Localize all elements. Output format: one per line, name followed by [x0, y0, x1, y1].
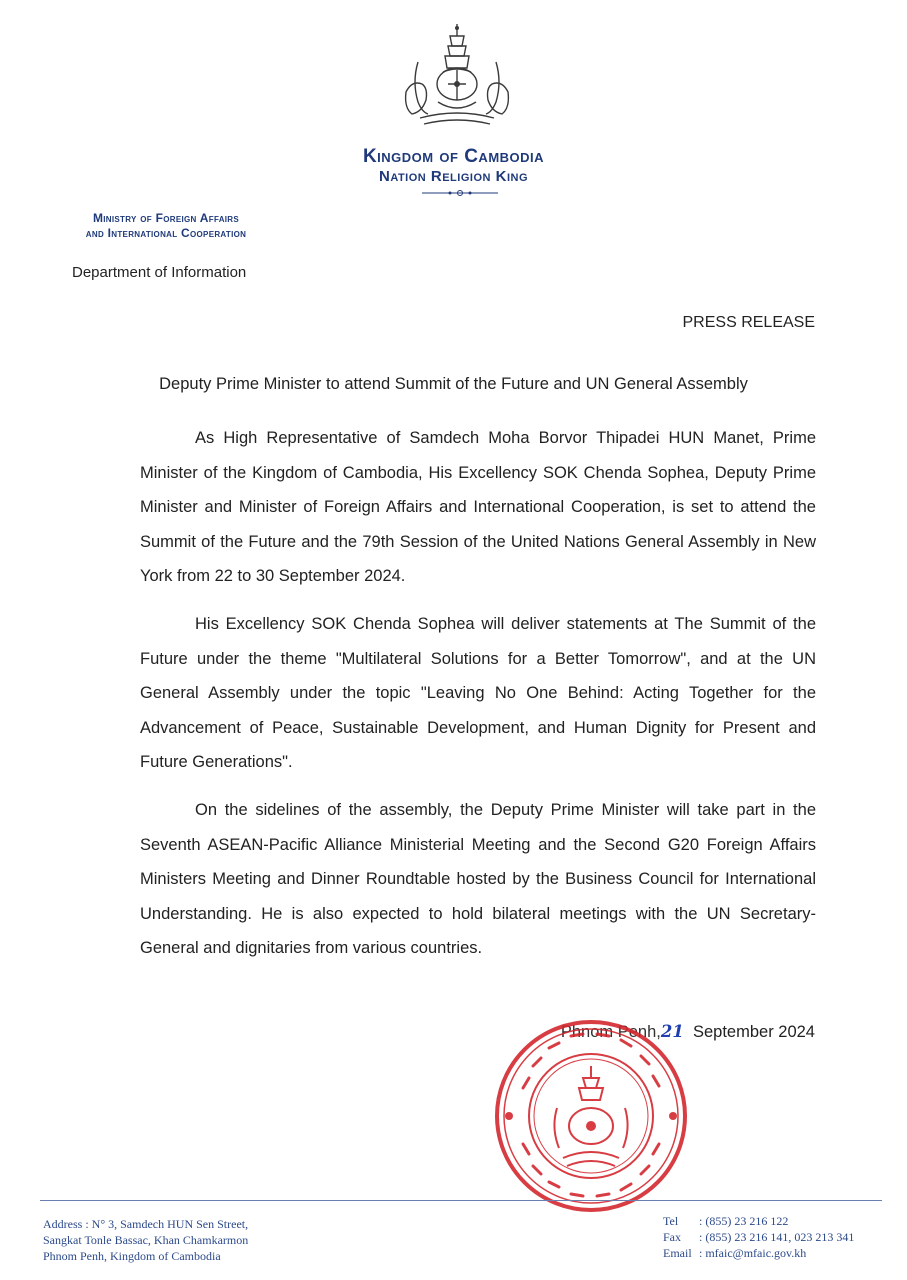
tel-value: : (855) 23 216 122: [699, 1214, 789, 1228]
address-line: Sangkat Tonle Bassac, Khan Chamkarmon: [43, 1233, 249, 1247]
ministry-line-1: Ministry of Foreign Affairs: [92, 211, 240, 225]
fax-label: Fax: [663, 1230, 681, 1244]
department-name: Department of Information: [72, 264, 247, 281]
dateline-day-signature: 21: [660, 1022, 684, 1041]
ministry-line-2: and International Cooperation: [85, 226, 247, 240]
address-line: Address : N° 3, Samdech HUN Sen Street,: [43, 1217, 249, 1231]
footer-contact: [663, 1213, 854, 1261]
motto-heading: Nation Religion King: [378, 168, 529, 185]
body-paragraph: [140, 607, 816, 780]
royal-crest-emblem: [398, 22, 516, 132]
contact-fax: [663, 1229, 854, 1245]
contact-tel: [663, 1213, 854, 1229]
paragraph-text: On the sidelines of the assembly, the Deputy Prime Minister will take part in the Seventh ASEAN-Pacific Alliance Ministerial Meeting and the Second G20 Foreign Affairs Ministers Meeting and Dinner Roundtable hosted by the Business Council for International Understanding. He is also expected to hold bilateral meetings with the UN Secretary-General and dignitaries from various countries.: [140, 801, 816, 957]
address-line: Phnom Penh, Kingdom of Cambodia: [43, 1249, 221, 1263]
email-label: Email: [663, 1246, 692, 1260]
footer-address: [43, 1216, 248, 1264]
body-paragraph: [140, 421, 816, 594]
paragraph-text: As High Representative of Samdech Moha Borvor Thipadei HUN Manet, Prime Minister of the Kingdom of Cambodia, His Excellency SOK Chenda Sophea, Deputy Prime Minister and Minister of Foreign Affairs and International Cooperation, is set to attend the Summit of the Future and the 79th Session of the United Nations General Assembly in New York from 22 to 30 September 2024.: [140, 429, 816, 585]
tel-label: Tel: [663, 1214, 679, 1228]
paragraph-text: His Excellency SOK Chenda Sophea will deliver statements at The Summit of the Future under the theme "Multilateral Solutions for a Better Tomorrow", and at the UN General Assembly under the topic "Leaving No One Behind: Acting Together for the Advancement of Peace, Sustainable Development, and Human Dignity for Present and Future Generations".: [140, 615, 816, 771]
ornament-divider: [420, 189, 500, 197]
email-value[interactable]: : mfaic@mfaic.gov.kh: [699, 1246, 807, 1260]
fax-value: : (855) 23 216 141, 023 213 341: [699, 1230, 855, 1244]
document-type: PRESS RELEASE: [682, 314, 815, 331]
body-paragraph: [140, 793, 816, 966]
dateline-place: Phnom Penh,: [560, 1023, 661, 1041]
footer-divider: [40, 1200, 882, 1201]
official-seal-stamp: [493, 1018, 689, 1214]
ministry-name: [40, 211, 292, 241]
country-heading: Kingdom of Cambodia: [362, 146, 545, 167]
contact-email: [663, 1245, 854, 1261]
dateline-month-year: September 2024: [692, 1023, 815, 1041]
press-release-title: Deputy Prime Minister to attend Summit of the Future and UN General Assembly: [159, 375, 748, 393]
